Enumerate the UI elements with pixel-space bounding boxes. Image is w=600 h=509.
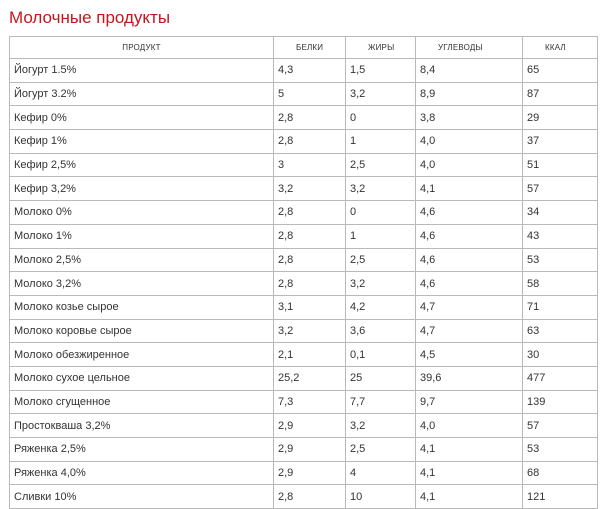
cell-carbs: 8,4 bbox=[416, 59, 523, 83]
cell-kcal: 53 bbox=[523, 438, 598, 462]
cell-product: Молоко козье сырое bbox=[10, 295, 274, 319]
cell-fat: 7,7 bbox=[346, 390, 416, 414]
cell-fat: 25 bbox=[346, 366, 416, 390]
cell-carbs: 9,7 bbox=[416, 390, 523, 414]
cell-kcal: 139 bbox=[523, 390, 598, 414]
cell-protein: 2,9 bbox=[274, 414, 346, 438]
table-row bbox=[10, 82, 598, 106]
cell-protein: 3,2 bbox=[274, 319, 346, 343]
cell-protein: 4,3 bbox=[274, 59, 346, 83]
table-row bbox=[10, 59, 598, 83]
table-row bbox=[10, 438, 598, 462]
cell-kcal: 57 bbox=[523, 414, 598, 438]
cell-carbs: 4,5 bbox=[416, 343, 523, 367]
cell-kcal: 68 bbox=[523, 461, 598, 485]
cell-product: Молоко 1% bbox=[10, 224, 274, 248]
cell-carbs: 4,6 bbox=[416, 224, 523, 248]
cell-fat: 3,6 bbox=[346, 319, 416, 343]
cell-carbs: 4,1 bbox=[416, 177, 523, 201]
cell-product: Кефир 2,5% bbox=[10, 153, 274, 177]
cell-protein: 2,8 bbox=[274, 248, 346, 272]
cell-protein: 5 bbox=[274, 82, 346, 106]
cell-carbs: 4,0 bbox=[416, 414, 523, 438]
cell-fat: 3,2 bbox=[346, 177, 416, 201]
cell-protein: 2,8 bbox=[274, 485, 346, 509]
cell-product: Молоко сухое цельное bbox=[10, 366, 274, 390]
cell-fat: 3,2 bbox=[346, 82, 416, 106]
table-row bbox=[10, 248, 598, 272]
table-row bbox=[10, 130, 598, 154]
table-row bbox=[10, 485, 598, 509]
cell-product: Молоко коровье сырое bbox=[10, 319, 274, 343]
cell-product: Молоко 0% bbox=[10, 201, 274, 225]
cell-kcal: 43 bbox=[523, 224, 598, 248]
cell-protein: 2,8 bbox=[274, 106, 346, 130]
cell-carbs: 4,6 bbox=[416, 201, 523, 225]
cell-fat: 1 bbox=[346, 130, 416, 154]
cell-product: Молоко обезжиренное bbox=[10, 343, 274, 367]
cell-fat: 1,5 bbox=[346, 59, 416, 83]
cell-kcal: 51 bbox=[523, 153, 598, 177]
cell-protein: 3 bbox=[274, 153, 346, 177]
table-row bbox=[10, 414, 598, 438]
table-row bbox=[10, 177, 598, 201]
cell-protein: 2,8 bbox=[274, 201, 346, 225]
cell-kcal: 29 bbox=[523, 106, 598, 130]
table-row bbox=[10, 390, 598, 414]
cell-carbs: 4,0 bbox=[416, 130, 523, 154]
cell-kcal: 65 bbox=[523, 59, 598, 83]
page-title: Молочные продукты bbox=[9, 8, 171, 27]
cell-protein: 2,8 bbox=[274, 224, 346, 248]
cell-product: Ряженка 4,0% bbox=[10, 461, 274, 485]
table-row bbox=[10, 461, 598, 485]
cell-fat: 0 bbox=[346, 201, 416, 225]
table-row bbox=[10, 319, 598, 343]
cell-fat: 10 bbox=[346, 485, 416, 509]
cell-carbs: 4,0 bbox=[416, 153, 523, 177]
cell-product: Молоко 3,2% bbox=[10, 272, 274, 296]
cell-carbs: 4,1 bbox=[416, 438, 523, 462]
table-row bbox=[10, 153, 598, 177]
cell-kcal: 58 bbox=[523, 272, 598, 296]
cell-carbs: 4,7 bbox=[416, 319, 523, 343]
cell-protein: 3,2 bbox=[274, 177, 346, 201]
column-header-kcal: ККАЛ bbox=[523, 37, 598, 59]
column-header-fat: ЖИРЫ bbox=[346, 37, 416, 59]
table-header-row bbox=[10, 37, 598, 59]
cell-protein: 25,2 bbox=[274, 366, 346, 390]
table-body bbox=[10, 59, 598, 509]
cell-kcal: 87 bbox=[523, 82, 598, 106]
cell-kcal: 37 bbox=[523, 130, 598, 154]
table-row bbox=[10, 201, 598, 225]
cell-carbs: 3,8 bbox=[416, 106, 523, 130]
table-row bbox=[10, 224, 598, 248]
cell-carbs: 4,6 bbox=[416, 272, 523, 296]
cell-fat: 2,5 bbox=[346, 438, 416, 462]
cell-product: Молоко 2,5% bbox=[10, 248, 274, 272]
cell-carbs: 4,7 bbox=[416, 295, 523, 319]
cell-carbs: 8,9 bbox=[416, 82, 523, 106]
cell-fat: 0,1 bbox=[346, 343, 416, 367]
cell-carbs: 4,1 bbox=[416, 485, 523, 509]
cell-protein: 2,8 bbox=[274, 130, 346, 154]
cell-fat: 2,5 bbox=[346, 153, 416, 177]
cell-fat: 4 bbox=[346, 461, 416, 485]
cell-product: Молоко сгущенное bbox=[10, 390, 274, 414]
cell-kcal: 71 bbox=[523, 295, 598, 319]
cell-fat: 3,2 bbox=[346, 414, 416, 438]
cell-protein: 3,1 bbox=[274, 295, 346, 319]
cell-protein: 7,3 bbox=[274, 390, 346, 414]
cell-kcal: 63 bbox=[523, 319, 598, 343]
cell-kcal: 121 bbox=[523, 485, 598, 509]
cell-protein: 2,1 bbox=[274, 343, 346, 367]
cell-product: Сливки 10% bbox=[10, 485, 274, 509]
cell-kcal: 477 bbox=[523, 366, 598, 390]
column-header-product: ПРОДУКТ bbox=[10, 37, 274, 59]
nutrition-table bbox=[9, 36, 598, 509]
table-row bbox=[10, 106, 598, 130]
cell-fat: 3,2 bbox=[346, 272, 416, 296]
cell-product: Ряженка 2,5% bbox=[10, 438, 274, 462]
cell-fat: 0 bbox=[346, 106, 416, 130]
column-header-protein: БЕЛКИ bbox=[274, 37, 346, 59]
cell-kcal: 30 bbox=[523, 343, 598, 367]
table-row bbox=[10, 366, 598, 390]
cell-protein: 2,9 bbox=[274, 438, 346, 462]
cell-product: Йогурт 3.2% bbox=[10, 82, 274, 106]
cell-product: Кефир 1% bbox=[10, 130, 274, 154]
cell-protein: 2,9 bbox=[274, 461, 346, 485]
cell-product: Кефир 0% bbox=[10, 106, 274, 130]
cell-carbs: 4,1 bbox=[416, 461, 523, 485]
cell-kcal: 53 bbox=[523, 248, 598, 272]
cell-fat: 1 bbox=[346, 224, 416, 248]
cell-carbs: 4,6 bbox=[416, 248, 523, 272]
cell-product: Кефир 3,2% bbox=[10, 177, 274, 201]
cell-product: Йогурт 1.5% bbox=[10, 59, 274, 83]
cell-fat: 4,2 bbox=[346, 295, 416, 319]
table-row bbox=[10, 343, 598, 367]
cell-kcal: 34 bbox=[523, 201, 598, 225]
cell-kcal: 57 bbox=[523, 177, 598, 201]
cell-protein: 2,8 bbox=[274, 272, 346, 296]
column-header-carbs: УГЛЕВОДЫ bbox=[416, 37, 523, 59]
cell-carbs: 39,6 bbox=[416, 366, 523, 390]
table-row bbox=[10, 295, 598, 319]
cell-product: Простокваша 3,2% bbox=[10, 414, 274, 438]
table-row bbox=[10, 272, 598, 296]
cell-fat: 2,5 bbox=[346, 248, 416, 272]
